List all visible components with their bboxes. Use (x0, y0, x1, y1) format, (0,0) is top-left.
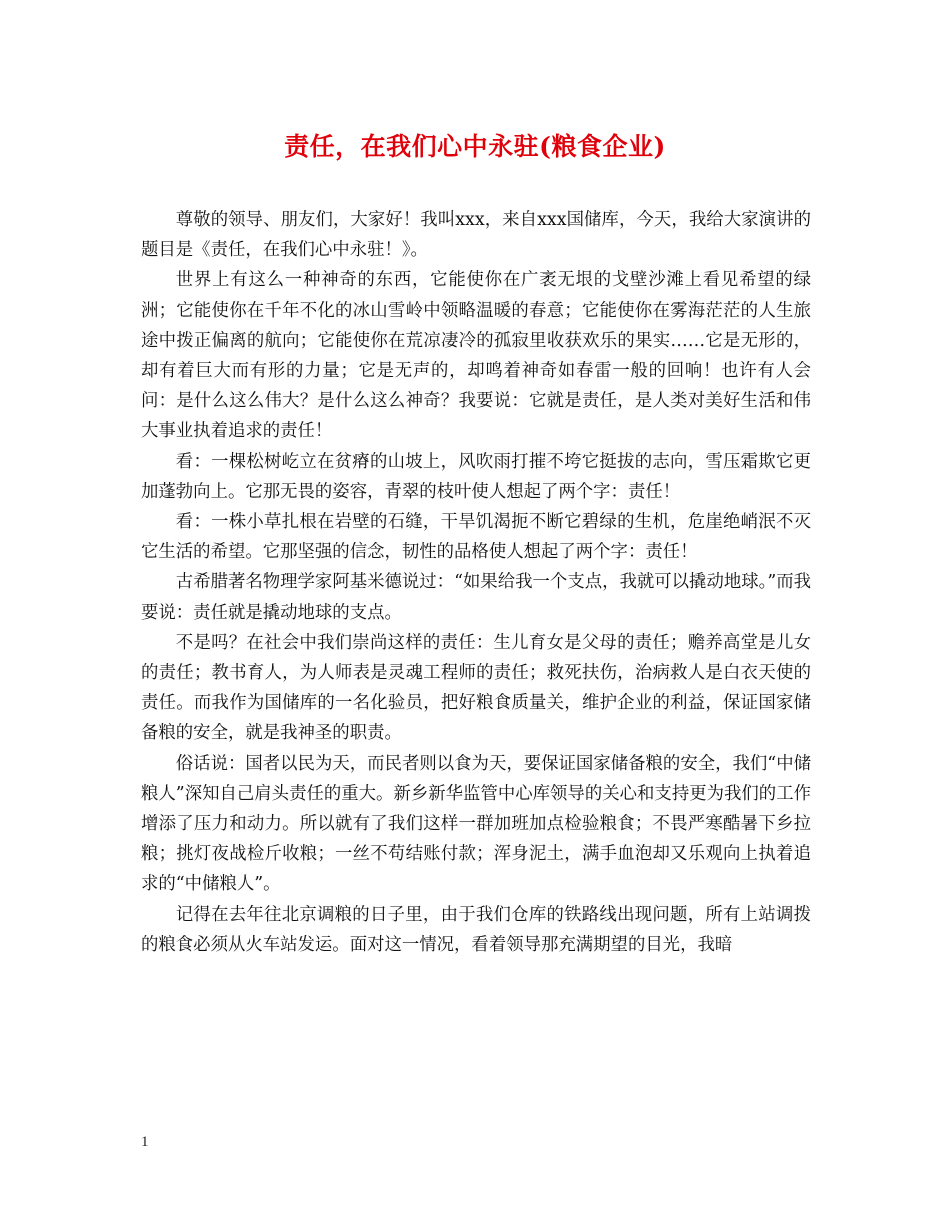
paragraph: 古希腊著名物理学家阿基米德说过：“如果给我一个支点，我就可以撬动地球。”而我要说：责任就是撬动地球的支点。 (141, 572, 811, 623)
paragraph: 不是吗？在社会中我们崇尚这样的责任：生儿育女是父母的责任；赡养高堂是儿女的责任；教书育人，为人师表是灵魂工程师的责任；救死扶伤，治病救人是白衣天使的责任。而我作为国储库的一名化验员，把好粮食质量关，维护企业的利益，保证国家储备粮的安全，就是我神圣的职责。 (141, 632, 811, 744)
document-title: 责任，在我们心中永驻(粮食企业) (284, 132, 666, 161)
paragraph: 俗话说：国者以民为天，而民者则以食为天，要保证国家储备粮的安全，我们“中储粮人”深知自己肩头责任的重大。新乡新华监管中心库领导的关心和支持更为我们的工作增添了压力和动力。所以就有了我们这样一群加班加点检验粮食；不畏严寒酷暑下乡拉粮；挑灯夜战检斤收粮；一丝不苟结账付款；浑身泥土，满手血泡却又乐观向上执着追求的“中储粮人”。 (141, 753, 811, 895)
page-number: 1 (141, 1134, 149, 1150)
paragraph: 尊敬的领导、朋友们，大家好！我叫xxx，来自xxx国储库，今天，我给大家演讲的题目是《责任，在我们心中永驻！》。 (141, 210, 811, 261)
paragraph: 看：一棵松树屹立在贫瘠的山坡上，风吹雨打摧不垮它挺拔的志向，雪压霜欺它更加蓬勃向上。它那无畏的姿容，青翠的枝叶使人想起了两个字：责任！ (141, 451, 811, 502)
paragraph: 记得在去年往北京调粮的日子里，由于我们仓库的铁路线出现问题，所有上站调拨的粮食必须从火车站发运。面对这一情况，看着领导那充满期望的目光，我暗 (141, 904, 811, 955)
document-body (141, 205, 811, 960)
paragraph: 看：一株小草扎根在岩壁的石缝，干旱饥渴扼不断它碧绿的生机，危崖绝峭泯不灭它生活的希望。它那坚强的信念，韧性的品格使人想起了两个字：责任！ (141, 512, 811, 563)
paragraph: 世界上有这么一种神奇的东西，它能使你在广袤无垠的戈壁沙滩上看见希望的绿洲；它能使你在千年不化的冰山雪岭中领略温暖的春意；它能使你在雾海茫茫的人生旅途中拨正偏离的航向；它能使你在荒凉凄冷的孤寂里收获欢乐的果实……它是无形的，却有着巨大而有形的力量；它是无声的，却鸣着神奇如春雷一般的回响！也许有人会问：是什么这么伟大？是什么这么神奇？我要说：它就是责任，是人类对美好生活和伟大事业执着追求的责任！ (141, 270, 811, 442)
